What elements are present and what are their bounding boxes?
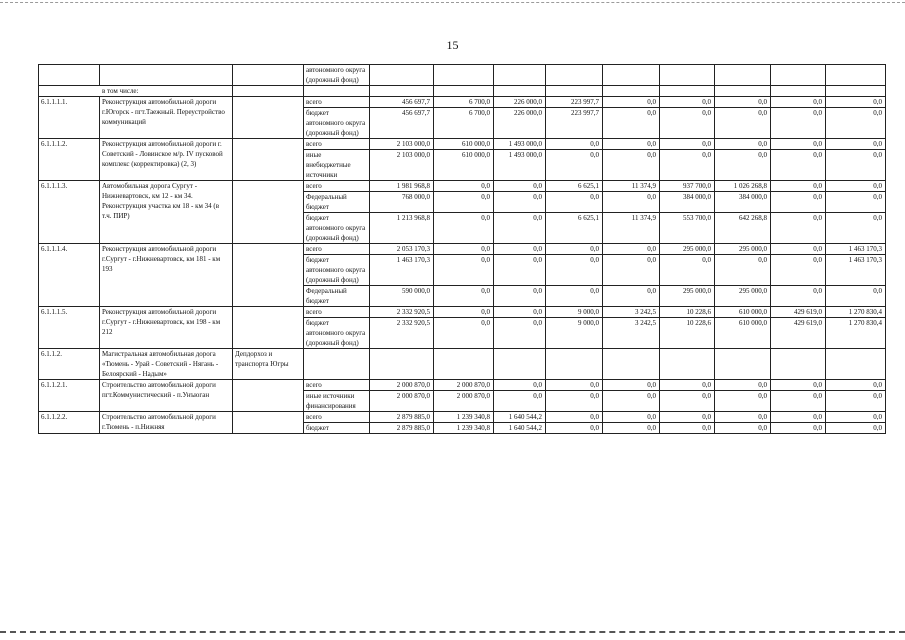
value-cell: 0,0: [603, 97, 660, 108]
value-cell: 0,0: [494, 391, 546, 412]
funding-source: всего: [304, 97, 370, 108]
value-cell: [715, 65, 771, 86]
value-cell: 1 640 544,2: [494, 423, 546, 434]
blank-cell: [39, 86, 100, 97]
value-cell: 0,0: [826, 412, 886, 423]
bottom-scan-edge: [0, 631, 905, 633]
value-cell: 0,0: [494, 380, 546, 391]
blank-cell: [771, 86, 826, 97]
value-cell: 384 000,0: [660, 192, 715, 213]
value-cell: 226 000,0: [494, 108, 546, 139]
value-cell: 0,0: [715, 255, 771, 286]
value-cell: 1 640 544,2: [494, 412, 546, 423]
value-cell: 0,0: [660, 108, 715, 139]
item-code: 6.1.1.1.4.: [39, 244, 100, 307]
blank-cell: [603, 86, 660, 97]
value-cell: 2 103 000,0: [370, 150, 434, 181]
value-cell: [603, 65, 660, 86]
value-cell: 295 000,0: [715, 286, 771, 307]
value-cell: 3 242,5: [603, 307, 660, 318]
funding-source: бюджет автономного округа (дорожный фонд): [304, 108, 370, 139]
value-cell: 0,0: [660, 380, 715, 391]
item-code: 6.1.1.1.5.: [39, 307, 100, 349]
value-cell: 6 700,0: [434, 97, 494, 108]
value-cell: 2 000 870,0: [434, 391, 494, 412]
value-cell: [715, 349, 771, 380]
table-row: [39, 412, 886, 423]
blank-cell: [660, 86, 715, 97]
item-code: 6.1.1.1.2.: [39, 139, 100, 181]
value-cell: 0,0: [660, 150, 715, 181]
value-cell: 1 239 340,8: [434, 423, 494, 434]
value-cell: 2 332 920,5: [370, 307, 434, 318]
value-cell: 0,0: [771, 423, 826, 434]
item-name: Реконструкция автомобильной дороги г. Советский - Ловинское м/р. IV пусковой комплекс (корректировка) (2, 3): [100, 139, 233, 181]
value-cell: 0,0: [494, 244, 546, 255]
funding-source: всего: [304, 181, 370, 192]
value-cell: 0,0: [434, 192, 494, 213]
value-cell: [603, 349, 660, 380]
value-cell: 456 697,7: [370, 108, 434, 139]
value-cell: 0,0: [771, 255, 826, 286]
value-cell: 223 997,7: [546, 108, 603, 139]
value-cell: 0,0: [603, 139, 660, 150]
value-cell: 0,0: [660, 412, 715, 423]
value-cell: 429 619,0: [771, 318, 826, 349]
value-cell: 0,0: [715, 423, 771, 434]
executor: [233, 65, 304, 86]
value-cell: 2 000 870,0: [370, 391, 434, 412]
value-cell: 1 981 968,8: [370, 181, 434, 192]
blank-cell: [304, 86, 370, 97]
value-cell: 0,0: [546, 139, 603, 150]
value-cell: 0,0: [434, 318, 494, 349]
value-cell: 0,0: [546, 391, 603, 412]
value-cell: 295 000,0: [660, 244, 715, 255]
blank-cell: [715, 86, 771, 97]
value-cell: 0,0: [494, 213, 546, 244]
item-code: 6.1.1.2.1.: [39, 380, 100, 412]
funding-source: иные внебюджетные источники: [304, 150, 370, 181]
value-cell: 2 879 885,0: [370, 412, 434, 423]
blank-cell: [434, 86, 494, 97]
value-cell: 0,0: [771, 244, 826, 255]
value-cell: 6 625,1: [546, 181, 603, 192]
executor: [233, 244, 304, 307]
value-cell: 0,0: [826, 286, 886, 307]
value-cell: 0,0: [715, 139, 771, 150]
value-cell: 610 000,0: [434, 139, 494, 150]
value-cell: 0,0: [603, 380, 660, 391]
value-cell: 0,0: [715, 150, 771, 181]
value-cell: 0,0: [771, 97, 826, 108]
value-cell: [660, 65, 715, 86]
value-cell: 610 000,0: [715, 318, 771, 349]
executor: [233, 181, 304, 244]
blank-cell: [370, 86, 434, 97]
funding-source: бюджет: [304, 423, 370, 434]
value-cell: 610 000,0: [434, 150, 494, 181]
value-cell: 0,0: [603, 423, 660, 434]
item-name: Строительство автомобильной дороги г.Тюмень - п.Нижняя: [100, 412, 233, 434]
value-cell: [370, 65, 434, 86]
executor: [233, 412, 304, 434]
executor: [233, 139, 304, 181]
table-body: [39, 65, 886, 434]
funding-source: бюджет автономного округа (дорожный фонд): [304, 213, 370, 244]
value-cell: 768 000,0: [370, 192, 434, 213]
table-row: [39, 380, 886, 391]
value-cell: 0,0: [826, 391, 886, 412]
value-cell: 2 332 920,5: [370, 318, 434, 349]
value-cell: 0,0: [434, 255, 494, 286]
value-cell: 0,0: [494, 181, 546, 192]
value-cell: 0,0: [434, 181, 494, 192]
table-row: [39, 307, 886, 318]
value-cell: 1 270 830,4: [826, 307, 886, 318]
item-code: 6.1.1.2.2.: [39, 412, 100, 434]
value-cell: 0,0: [715, 108, 771, 139]
blank-cell: [233, 86, 304, 97]
funding-source: всего: [304, 244, 370, 255]
executor: [233, 380, 304, 412]
value-cell: 0,0: [771, 108, 826, 139]
value-cell: 0,0: [771, 286, 826, 307]
executor: Депдорхоз и транспорта Югры: [233, 349, 304, 380]
value-cell: 0,0: [826, 380, 886, 391]
value-cell: 0,0: [826, 139, 886, 150]
value-cell: 2 000 870,0: [370, 380, 434, 391]
value-cell: 0,0: [603, 244, 660, 255]
table-row: [39, 349, 886, 380]
value-cell: 0,0: [546, 412, 603, 423]
value-cell: 0,0: [434, 307, 494, 318]
budget-table: [38, 64, 886, 434]
item-name: Реконструкция автомобильной дороги г.Сургут - г.Нижневартовск, км 181 - км 193: [100, 244, 233, 307]
value-cell: 0,0: [494, 286, 546, 307]
item-name: Магистральная автомобильная дорога «Тюмень - Урай - Советский - Нягань - Белоярский - Надым»: [100, 349, 233, 380]
value-cell: 0,0: [660, 255, 715, 286]
value-cell: 1 270 830,4: [826, 318, 886, 349]
value-cell: 0,0: [826, 108, 886, 139]
value-cell: 1 493 000,0: [494, 150, 546, 181]
value-cell: [494, 65, 546, 86]
funding-source: бюджет автономного округа (дорожный фонд): [304, 255, 370, 286]
value-cell: 9 000,0: [546, 307, 603, 318]
funding-source: всего: [304, 307, 370, 318]
value-cell: 2 103 000,0: [370, 139, 434, 150]
value-cell: 9 000,0: [546, 318, 603, 349]
value-cell: 642 268,8: [715, 213, 771, 244]
funding-source: всего: [304, 139, 370, 150]
value-cell: 1 026 268,8: [715, 181, 771, 192]
value-cell: [826, 349, 886, 380]
value-cell: [494, 349, 546, 380]
value-cell: 0,0: [826, 97, 886, 108]
value-cell: 0,0: [660, 97, 715, 108]
value-cell: 0,0: [660, 391, 715, 412]
value-cell: 1 463 170,3: [370, 255, 434, 286]
blank-cell: [826, 86, 886, 97]
item-code: 6.1.1.1.3.: [39, 181, 100, 244]
funding-source: всего: [304, 380, 370, 391]
value-cell: 0,0: [715, 391, 771, 412]
value-cell: 0,0: [660, 139, 715, 150]
value-cell: 2 053 170,3: [370, 244, 434, 255]
value-cell: 0,0: [826, 213, 886, 244]
value-cell: 0,0: [771, 213, 826, 244]
value-cell: 1 493 000,0: [494, 139, 546, 150]
funding-source: бюджет автономного округа (дорожный фонд): [304, 318, 370, 349]
item-name: Строительство автомобильной дороги пгт.Коммунистический - п.Унъюган: [100, 380, 233, 412]
executor: [233, 97, 304, 139]
value-cell: 937 700,0: [660, 181, 715, 192]
value-cell: [771, 349, 826, 380]
value-cell: 0,0: [771, 139, 826, 150]
value-cell: 0,0: [603, 412, 660, 423]
value-cell: 0,0: [546, 244, 603, 255]
funding-source: [304, 349, 370, 380]
funding-source: автономного округа (дорожный фонд): [304, 65, 370, 86]
value-cell: 0,0: [546, 380, 603, 391]
value-cell: 0,0: [715, 380, 771, 391]
value-cell: 0,0: [603, 286, 660, 307]
table-row: [39, 65, 886, 86]
top-scan-edge: [0, 2, 905, 3]
value-cell: 0,0: [771, 192, 826, 213]
value-cell: [434, 65, 494, 86]
item-name: Автомобильная дорога Сургут - Нижневартовск, км 12 - км 34. Реконструкция участка км 18 - км 34 (в т.ч. ПИР): [100, 181, 233, 244]
value-cell: 0,0: [771, 380, 826, 391]
value-cell: 10 228,6: [660, 307, 715, 318]
value-cell: 0,0: [771, 391, 826, 412]
funding-source: Федеральный бюджет: [304, 286, 370, 307]
value-cell: 610 000,0: [715, 307, 771, 318]
value-cell: 6 625,1: [546, 213, 603, 244]
value-cell: 6 700,0: [434, 108, 494, 139]
value-cell: 0,0: [603, 192, 660, 213]
blank-cell: [494, 86, 546, 97]
value-cell: 0,0: [715, 97, 771, 108]
value-cell: 429 619,0: [771, 307, 826, 318]
value-cell: 0,0: [771, 412, 826, 423]
value-cell: 0,0: [660, 423, 715, 434]
value-cell: 0,0: [826, 150, 886, 181]
value-cell: 0,0: [546, 150, 603, 181]
value-cell: 2 000 870,0: [434, 380, 494, 391]
value-cell: 553 700,0: [660, 213, 715, 244]
value-cell: 0,0: [434, 244, 494, 255]
table-row: [39, 181, 886, 192]
value-cell: 0,0: [603, 108, 660, 139]
page-number: 15: [446, 38, 459, 52]
value-cell: 295 000,0: [715, 244, 771, 255]
item-name: [100, 65, 233, 86]
blank-cell: [546, 86, 603, 97]
item-code: 6.1.1.2.: [39, 349, 100, 380]
value-cell: [771, 65, 826, 86]
value-cell: 0,0: [434, 286, 494, 307]
value-cell: [546, 65, 603, 86]
value-cell: 0,0: [546, 255, 603, 286]
item-name: Реконструкция автомобильной дороги г.Сургут - г.Нижневартовск, км 198 - км 212: [100, 307, 233, 349]
value-cell: [546, 349, 603, 380]
item-code: 6.1.1.1.1.: [39, 97, 100, 139]
value-cell: 0,0: [434, 213, 494, 244]
value-cell: [370, 349, 434, 380]
value-cell: 0,0: [494, 318, 546, 349]
value-cell: 10 228,6: [660, 318, 715, 349]
value-cell: 295 000,0: [660, 286, 715, 307]
table-row: [39, 139, 886, 150]
item-name: Реконструкция автомобильной дороги г.Югорск - пгт.Таежный. Переустройство коммуникаций: [100, 97, 233, 139]
value-cell: 0,0: [494, 307, 546, 318]
table-row: [39, 97, 886, 108]
value-cell: 1 463 170,3: [826, 244, 886, 255]
value-cell: 384 000,0: [715, 192, 771, 213]
value-cell: [434, 349, 494, 380]
value-cell: 11 374,9: [603, 213, 660, 244]
funding-source: всего: [304, 412, 370, 423]
value-cell: 0,0: [603, 391, 660, 412]
value-cell: 0,0: [826, 423, 886, 434]
value-cell: 0,0: [494, 192, 546, 213]
value-cell: 0,0: [715, 412, 771, 423]
value-cell: 226 000,0: [494, 97, 546, 108]
value-cell: 0,0: [603, 255, 660, 286]
table-row: [39, 244, 886, 255]
section-heading: в том числе:: [100, 86, 233, 97]
value-cell: 0,0: [546, 423, 603, 434]
value-cell: 3 242,5: [603, 318, 660, 349]
value-cell: 1 213 968,8: [370, 213, 434, 244]
value-cell: 0,0: [826, 192, 886, 213]
value-cell: 11 374,9: [603, 181, 660, 192]
value-cell: 2 879 885,0: [370, 423, 434, 434]
value-cell: 1 463 170,3: [826, 255, 886, 286]
value-cell: 0,0: [494, 255, 546, 286]
value-cell: 456 697,7: [370, 97, 434, 108]
value-cell: 0,0: [826, 181, 886, 192]
table-row: [39, 86, 886, 97]
funding-source: Федеральный бюджет: [304, 192, 370, 213]
value-cell: [826, 65, 886, 86]
executor: [233, 307, 304, 349]
funding-source: иные источники финансирования: [304, 391, 370, 412]
value-cell: 590 000,0: [370, 286, 434, 307]
value-cell: 0,0: [546, 286, 603, 307]
value-cell: 0,0: [546, 192, 603, 213]
value-cell: [660, 349, 715, 380]
value-cell: 0,0: [771, 181, 826, 192]
value-cell: 0,0: [771, 150, 826, 181]
value-cell: 223 997,7: [546, 97, 603, 108]
value-cell: 1 239 340,8: [434, 412, 494, 423]
value-cell: 0,0: [603, 150, 660, 181]
item-code: [39, 65, 100, 86]
